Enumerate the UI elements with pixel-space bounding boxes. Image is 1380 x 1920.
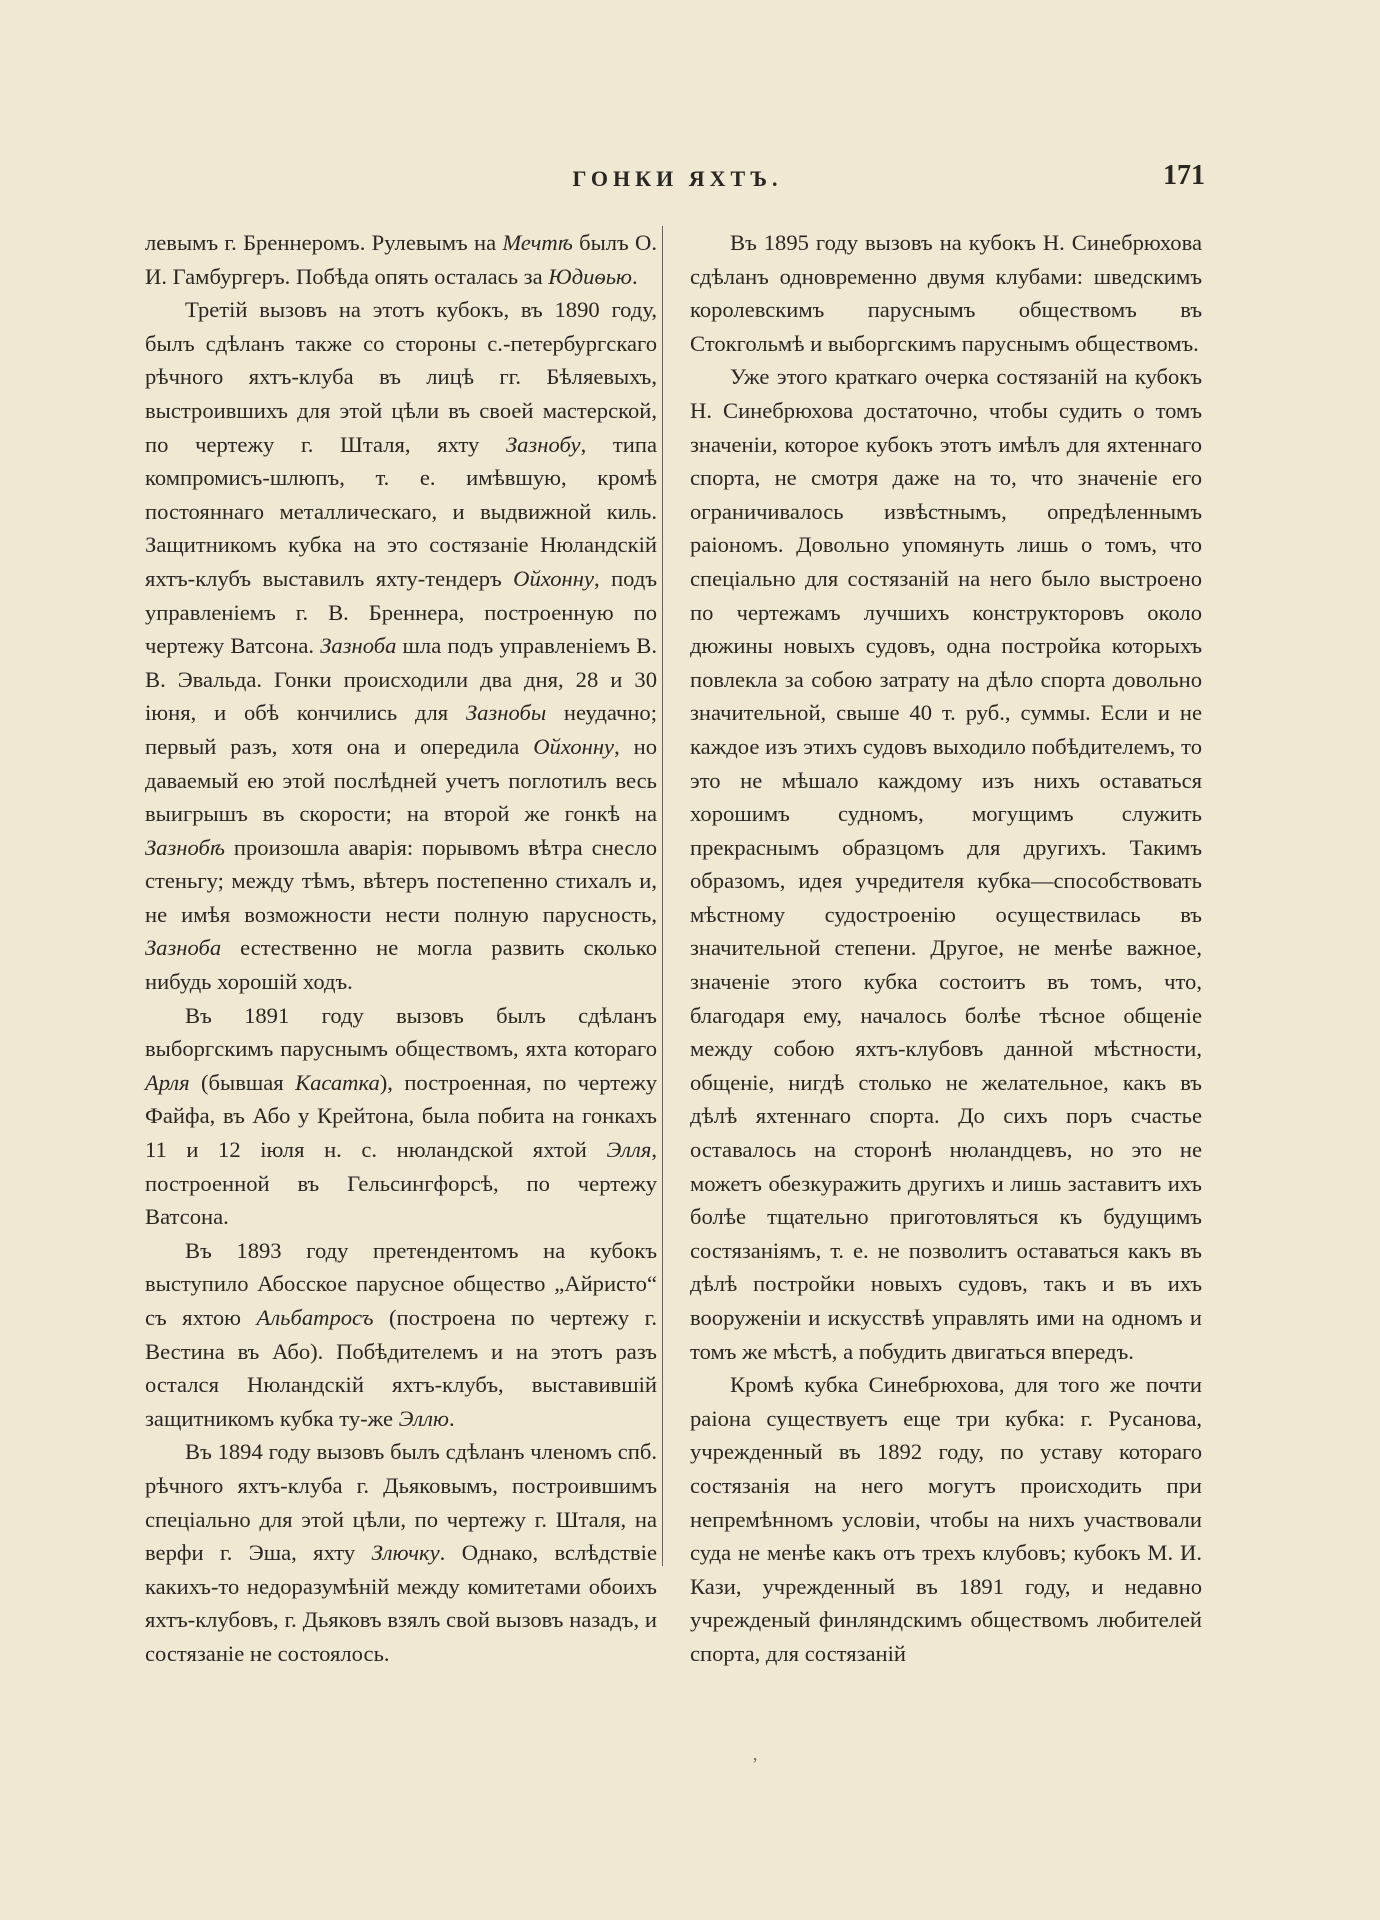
text-run: произошла аварія: порывомъ вѣтра снесло стеньгу; между тѣмъ, вѣтеръ постепенно стихалъ и, не имѣя возможности нести полную парусность, [145,834,657,927]
text-run: Кромѣ кубка Синебрюхова, для того же почти раіона существуетъ еще три кубка: г. Русанова, учрежденный въ 1892 году, по уставу котораго состязанія на него могутъ происходить при непремѣнномъ условіи, чтобы на нихъ участвовали суда не менѣе какъ отъ трехъ клубовъ; кубокъ М. И. Кази, учрежденный въ 1891 году, и недавно учрежденый финляндскимъ обществомъ любителей спорта, для состязаній [690,1372,1202,1666]
italic-name: Зазнобы [465,700,547,726]
right-column [690,226,1202,1671]
text-run: (построена по чертежу г. Вестина въ Або). Побѣдителемъ и на этотъ разъ остался Нюландскій яхтъ-клубъ, выставившій защитникомъ кубка ту-же [145,1305,657,1431]
text-run: Третій вызовъ на этотъ кубокъ, въ 1890 году, былъ сдѣланъ также со стороны с.-петербургскаго рѣчного яхтъ-клуба въ лицѣ гг. Бѣляевыхъ, выстроившихъ для этой цѣли въ своей мастерской, по чертежу г. Шталя, яхту [145,297,657,457]
text-run: неудачно; первый разъ, хотя она и опередила [145,700,657,759]
italic-name: Арля [145,1069,190,1095]
text-run: естественно не могла развить сколько нибудь хорошій ходъ. [145,935,657,995]
footer-mark: ‚ [752,1744,758,1764]
italic-name: Касатка [295,1069,380,1095]
page-header [150,160,1205,194]
paragraph [690,360,1202,1368]
paragraph [145,999,657,1234]
italic-name: Злючку [371,1540,440,1566]
left-column [145,226,657,1671]
text-run: , подъ управленіемъ г. В. Бреннера, построенную по чертежу Ватсона. [145,565,657,659]
page-number: 171 [1163,160,1205,191]
text-run: . Однако, вслѣдствіе какихъ-то недоразумѣній между комитетами обоихъ яхтъ-клубовъ, г. Дьяковъ взялъ свой вызовъ назадъ, и состязаніе не состоялось. [145,1540,657,1666]
text-run: Въ 1894 году вызовъ былъ сдѣланъ членомъ спб. рѣчного яхтъ-клуба г. Дьяковымъ, построившимъ спеціально для этой цѣли, по чертежу г. Шталя, на верфи г. Эша, яхту [145,1439,657,1566]
paragraph [145,1234,657,1436]
text-run: , но даваемый ею этой послѣдней учетъ поглотилъ весь выигрышъ въ скорости; на второй же гонкѣ на [145,733,658,827]
paragraph [690,226,1202,360]
column-divider [662,226,663,1566]
text-run: ), построенная, по чертежу Файфа, въ Або у Крейтона, была побита на гонкахъ 11 и 12 іюля н. с. нюландской яхтой [145,1069,658,1163]
text-run: Въ 1895 году вызовъ на кубокъ Н. Синебрюхова сдѣланъ одновременно двумя клубами: шведскимъ королевскимъ паруснымъ обществомъ въ Стокгольмѣ и выборгскимъ паруснымъ обществомъ. [690,230,1202,356]
italic-name: Зазнобу [505,431,581,457]
text-run: (бывшая [189,1069,296,1095]
italic-name: Ойхонну [533,733,615,759]
text-run: , построенной въ Гельсингфорсѣ, по чертежу Ватсона. [145,1137,657,1230]
text-run: . [631,263,638,289]
italic-name: Элля [606,1137,652,1163]
text-run: Въ 1891 году вызовъ былъ сдѣланъ выборгскимъ паруснымъ обществомъ, яхта котораго [145,1002,657,1062]
text-run: шла подъ управленіемъ В. В. Эвальда. Гонки происходили два дня, 28 и 30 іюня, и обѣ кончились для [145,633,657,726]
italic-name: Зазноба [145,935,222,961]
italic-name: Юдиѳью [548,263,632,289]
paragraph [145,293,657,998]
paragraph [145,226,657,293]
text-run: Уже этого краткаго очерка состязаній на кубокъ Н. Синебрюхова достаточно, чтобы судить о томъ значеніи, которое кубокъ этотъ имѣлъ для яхтеннаго спорта, не смотря даже на то, что значеніе его ограничивалось извѣстнымъ, опредѣленнымъ раіономъ. Довольно упомянуть лишь о томъ, что спеціально для состязаній на него было выстроено по чертежамъ лучшихъ конструкторовъ около дюжины новыхъ судовъ, одна постройка которыхъ повлекла за собою затрату на дѣло спорта довольно значительной, свыше 40 т. руб., суммы. Если и не каждое изъ этихъ судовъ выходило побѣдителемъ, то это не мѣшало каждому изъ нихъ оставаться хорошимъ судномъ, могущимъ служить прекраснымъ образцомъ для другихъ. Такимъ образомъ, идея учредителя кубка—способствовать мѣстному судостроенію осуществилась въ значительной степени. Другое, не менѣе важное, значеніе этого кубка состоитъ въ томъ, что, благодаря ему, началось болѣе тѣсное общеніе между собою яхтъ-клубовъ данной мѣстности, общеніе, нигдѣ столько не желательное, какъ въ дѣлѣ яхтеннаго спорта. До сихъ поръ счастье оставалось на сторонѣ нюландцевъ, но это не можетъ обезкуражить другихъ и лишь заставитъ ихъ болѣе тщательно приготовляться къ будущимъ состязаніямъ, т. е. не позволитъ оставаться какъ въ дѣлѣ постройки новыхъ судовъ, такъ и въ ихъ вооруженіи и искусствѣ управлять ими на одномъ и томъ же мѣстѣ, а побудить двигаться впередъ. [690,364,1202,1364]
italic-name: Мечтѣ [502,230,573,255]
text-run: , типа компромисъ-шлюпъ, т. е. имѣвшую, кромѣ постояннаго металлическаго, и выдвижной киль. Защитникомъ кубка на это состязаніе Нюландскій яхтъ-клубъ выставилъ яхту-тендеръ [145,431,657,591]
italic-name: Ойхонну [513,565,594,591]
text-run: былъ О. И. Гамбургеръ. Побѣда опять осталась за [145,230,657,289]
text-run: Въ 1893 году претендентомъ на кубокъ выступило Абосское парусное общество „Айристо“ съ яхтою [145,1237,657,1330]
italic-name: Альбатросъ [256,1305,374,1330]
italic-name: Зазноба [320,633,397,659]
italic-name: Зазнобѣ [145,834,225,860]
italic-name: Эллю [398,1405,449,1431]
running-title: ГОНКИ ЯХТЪ. [572,166,783,191]
text-run: левымъ г. Бреннеромъ. Рулевымъ на [145,230,503,255]
paragraph [145,1435,657,1670]
paragraph [690,1368,1202,1670]
text-run: . [448,1405,455,1431]
